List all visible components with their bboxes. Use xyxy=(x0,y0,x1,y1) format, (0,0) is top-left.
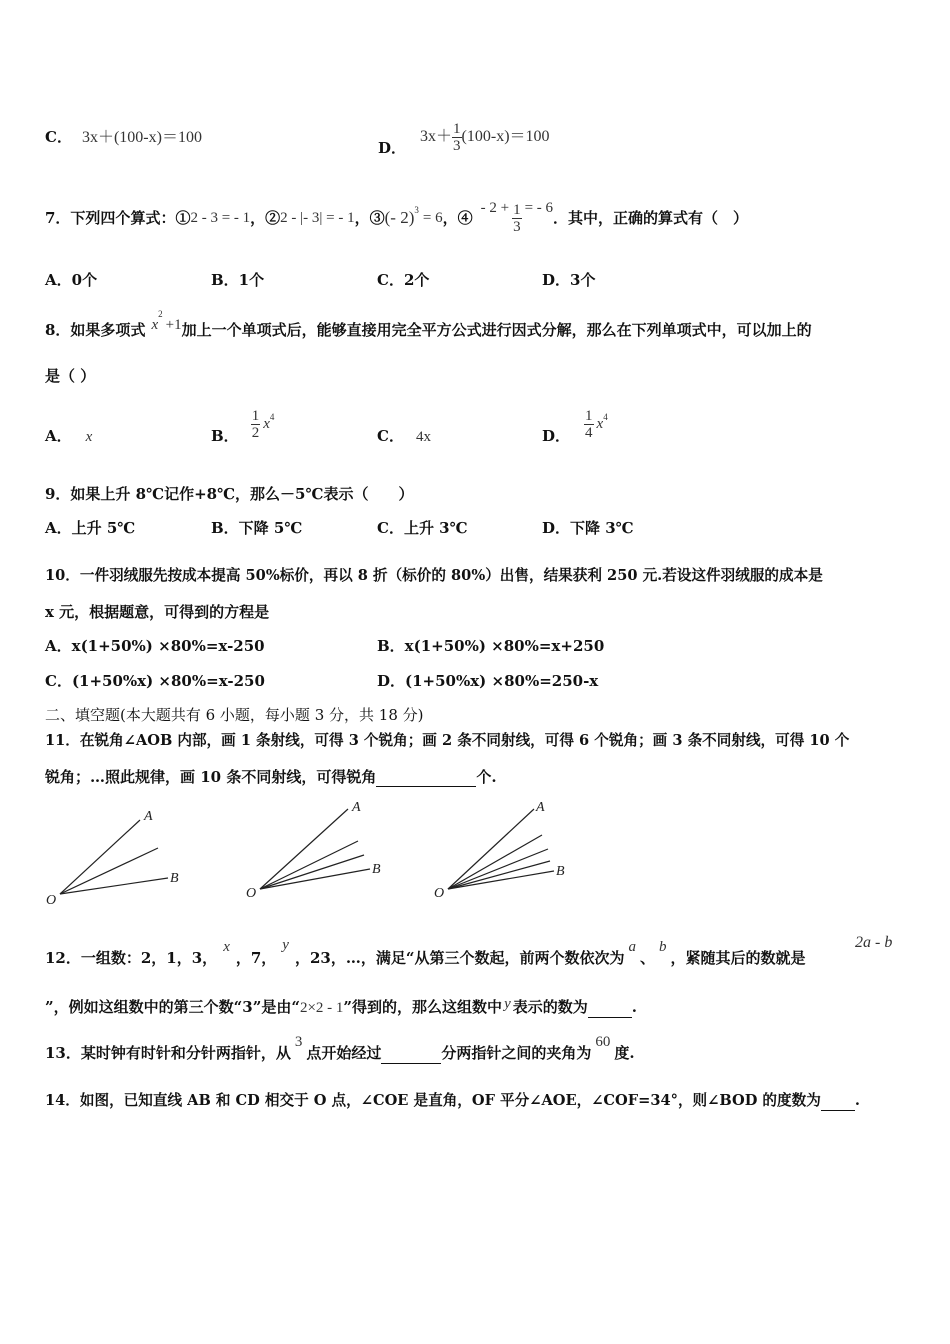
q6-option-d xyxy=(378,104,550,170)
q8-option-b-var: x xyxy=(263,416,270,432)
q12-line2d: . xyxy=(631,998,637,1016)
q6-option-c-expr: 3x＋(100-x)＝100 xyxy=(81,129,202,146)
q7-expr3-rest: = 6 xyxy=(422,210,443,226)
q11-fig2-label-a: A xyxy=(352,800,361,815)
q7-option-d: D．3个 xyxy=(542,271,596,289)
q8-option-b-exp: 4 xyxy=(269,412,275,422)
q6-d-numerator: 1 xyxy=(453,120,461,137)
q13-sixty: 60 xyxy=(595,1034,611,1050)
q7-expr2: 2 - |- 3| = - 1 xyxy=(280,210,355,226)
q8-option-a-label: A． xyxy=(45,427,72,445)
q11-fig3-label-o: O xyxy=(434,886,445,901)
q6-option-d-label: D． xyxy=(378,139,407,157)
q11-figure-three-rays xyxy=(428,795,588,905)
q12-prefix: 12．一组数：2，1，3， xyxy=(45,949,218,967)
q10-option-d: D．(1+50%x) ×80%=250-x xyxy=(377,672,599,690)
q11-fig2-label-b: B xyxy=(372,862,381,877)
q14-end: . xyxy=(854,1092,860,1109)
q7-sep2: ，② xyxy=(250,209,281,227)
q7-expr4-fraction xyxy=(512,202,522,235)
q8-option-d-exp: 4 xyxy=(603,412,608,422)
q14-text: 14．如图，已知直线 AB 和 CD 相交于 O 点，∠COE 是直角，OF 平分∠AOE，∠COF=34°，则∠BOD 的度数为 xyxy=(45,1092,821,1109)
q9-stem: 9．如果上升 8℃记作+8℃，那么－5℃表示（ ） xyxy=(45,485,414,503)
q8-option-c xyxy=(377,426,431,447)
q12-stem-line2 xyxy=(45,997,637,1018)
q12-mid2: ，23，…，满足“从第三个数起，前两个数依次为 xyxy=(294,949,625,967)
q7-expr4-num: 1 xyxy=(513,201,521,218)
q9-option-a: A．上升 5℃ xyxy=(45,519,136,537)
q11-fig3-label-a: A xyxy=(536,800,545,815)
q12-formula: 2a - b xyxy=(855,934,893,951)
q8-poly-exp: 2 xyxy=(158,309,163,319)
q8-option-a-value: x xyxy=(85,429,93,445)
q6-option-d-pre: 3x＋ xyxy=(420,128,453,145)
q14-stem xyxy=(45,1091,860,1111)
q8-stem-line1 xyxy=(45,309,812,341)
q6-option-d-post: (100-x)＝100 xyxy=(461,128,550,145)
q13-suffix: 度. xyxy=(614,1044,635,1062)
q7-option-b: B．1个 xyxy=(211,271,265,289)
q7-option-c: C．2个 xyxy=(377,271,430,289)
q11-fig1-label-o: O xyxy=(46,893,57,908)
q11-fig2-label-o: O xyxy=(246,886,257,901)
q13-prefix: 13．某时钟有时针和分针两指针，从 xyxy=(45,1044,291,1062)
q11-text2b: 个. xyxy=(476,768,497,786)
q12-sep: 、 xyxy=(639,949,655,967)
q10-stem-line2: x 元，根据题意，可得到的方程是 xyxy=(45,603,270,621)
section2-title: 二、填空题(本大题共有 6 小题，每小题 3 分，共 18 分) xyxy=(45,706,424,724)
q8-option-d xyxy=(542,402,608,446)
q12-stem-line1 xyxy=(45,937,806,969)
q7-suffix: ．其中，正确的算式有（ ） xyxy=(553,209,749,227)
q11-fig3-label-b: B xyxy=(556,864,565,879)
q8-option-d-label: D． xyxy=(542,427,571,445)
q8-option-b xyxy=(211,402,274,446)
q6-option-c-label: C． xyxy=(45,128,72,146)
q11-stem-line2 xyxy=(45,767,497,787)
q8-option-b-fraction xyxy=(251,408,261,441)
q11-fig1-label-a: A xyxy=(144,809,153,824)
q7-sep3: ，③ xyxy=(354,209,385,227)
q7-stem xyxy=(45,196,748,240)
q8-option-a xyxy=(45,426,92,447)
q9-option-b: B．下降 5℃ xyxy=(211,519,303,537)
q11-answer-blank[interactable] xyxy=(376,786,476,787)
q12-y: y xyxy=(282,937,289,953)
q7-expr3-base: (- 2) xyxy=(384,208,415,227)
q7-expr4-pre: - 2 + xyxy=(480,200,510,216)
q12-line2-expr: 2×2 - 1 xyxy=(299,1000,344,1016)
q9-option-c: C．上升 3℃ xyxy=(377,519,468,537)
q8-option-b-label: B． xyxy=(211,427,239,445)
q6-option-c xyxy=(45,127,202,148)
q7-expr4-post: = - 6 xyxy=(524,200,554,216)
q8-poly-rest: +1 xyxy=(165,317,182,333)
q11-text2a: 锐角；…照此规律，画 10 条不同射线，可得锐角 xyxy=(45,768,377,786)
q7-sep4: ，④ xyxy=(442,209,473,227)
q12-line2c: 表示的数为 xyxy=(512,998,588,1016)
q7-expr4-den: 3 xyxy=(513,218,521,235)
q11-stem-line1: 11．在锐角∠AOB 内部，画 1 条射线，可得 3 个锐角；画 2 条不同射线，可得 6 个锐角；画 3 条不同射线，可得 10 个 xyxy=(45,732,850,749)
q11-figure-two-rays xyxy=(240,795,400,905)
q8-option-d-fraction xyxy=(584,408,594,441)
q7-prefix: 7．下列四个算式：① xyxy=(45,209,191,227)
q11-fig1-label-b: B xyxy=(170,871,179,886)
q13-mid: 点开始经过 xyxy=(306,1044,382,1062)
q8-poly-x: x xyxy=(151,317,159,333)
q12-x: x xyxy=(223,939,230,955)
q8-option-c-label: C． xyxy=(377,427,404,445)
q9-option-d: D．下降 3℃ xyxy=(542,519,634,537)
q6-option-d-fraction xyxy=(452,121,462,154)
q10-stem-line1: 10．一件羽绒服先按成本提高 50%标价，再以 8 折（标价的 80%）出售，结果获利 250 元.若设这件羽绒服的成本是 xyxy=(45,567,823,584)
q11-figure-one-ray xyxy=(40,800,200,910)
q12-answer-blank[interactable] xyxy=(588,1017,632,1018)
q14-answer-blank[interactable] xyxy=(821,1110,855,1111)
q12-mid1: ，7， xyxy=(235,949,277,967)
q10-option-a: A．x(1+50%) ×80%=x-250 xyxy=(45,637,265,655)
q13-mid2: 分两指针之间的夹角为 xyxy=(441,1044,592,1062)
q6-d-denominator: 3 xyxy=(453,137,461,154)
q12-a: a xyxy=(628,939,636,955)
q8-prefix: 8．如果多项式 xyxy=(45,321,146,339)
q8-option-d-num: 1 xyxy=(585,407,593,424)
q12-b: b xyxy=(659,939,667,955)
q13-answer-blank[interactable] xyxy=(381,1063,441,1064)
q8-option-b-num: 1 xyxy=(251,407,260,424)
q8-option-b-den: 2 xyxy=(251,424,260,441)
q13-stem xyxy=(45,1034,635,1064)
q8-stem-line2: 是（ ） xyxy=(45,367,96,385)
q12-line2-y: y xyxy=(504,996,511,1012)
q13-three: 3 xyxy=(294,1034,303,1050)
q8-text1: 加上一个单项式后，能够直接用完全平方公式进行因式分解，那么在下列单项式中，可以加上的 xyxy=(181,321,812,339)
q8-option-d-var: x xyxy=(596,416,604,432)
q10-option-c: C．(1+50%x) ×80%=x-250 xyxy=(45,672,265,690)
q7-expr1: 2 - 3 = - 1 xyxy=(190,210,251,226)
q12-mid3: ，紧随其后的数就是 xyxy=(670,949,806,967)
q7-option-a: A．0个 xyxy=(45,271,98,289)
q12-line2a: ”，例如这组数中的第三个数“3”是由“ xyxy=(45,998,300,1016)
q8-option-d-den: 4 xyxy=(585,424,593,441)
q12-line2b: ”得到的，那么这组数中 xyxy=(343,998,503,1016)
q10-option-b: B．x(1+50%) ×80%=x+250 xyxy=(377,637,605,655)
q7-expr3-exp: 3 xyxy=(414,205,419,215)
q8-option-c-value: 4x xyxy=(415,429,431,445)
